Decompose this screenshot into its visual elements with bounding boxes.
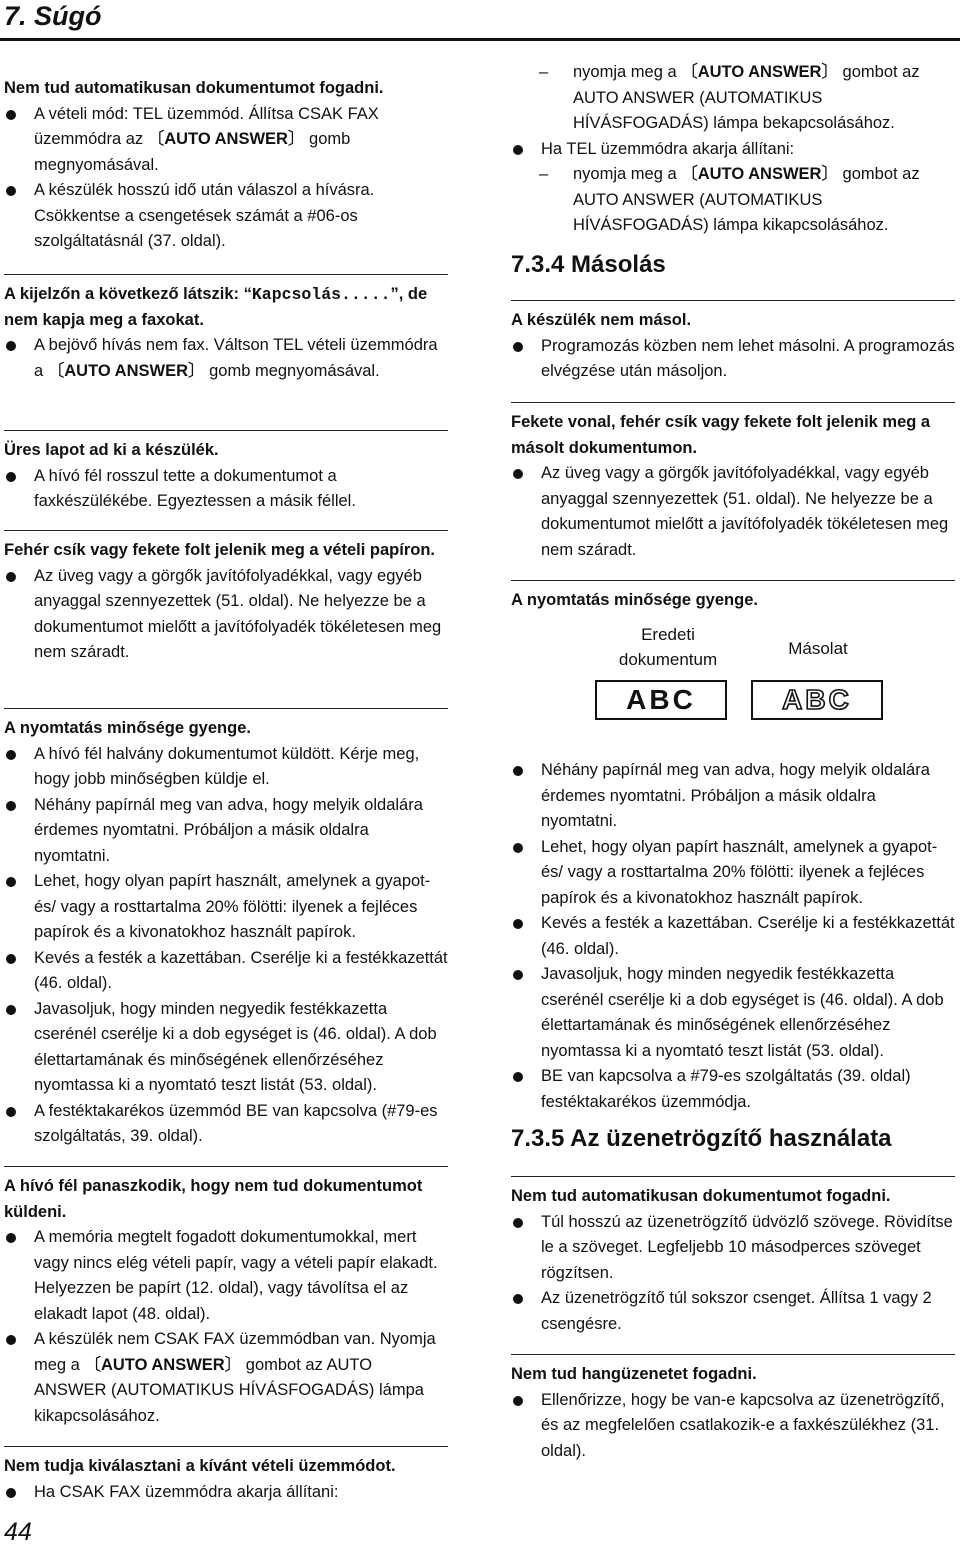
- section-copy-streak: [511, 402, 955, 563]
- bullet-icon: [6, 1233, 16, 1243]
- item-text: A hívó fél halvány dokumentumot küldött. Kérje meg, hogy jobb minőségben küldje el.: [34, 744, 420, 788]
- list-item: [511, 1388, 955, 1465]
- bullet-icon: [6, 954, 16, 964]
- list-item: [4, 464, 448, 515]
- section-title: Nem tud automatikusan dokumentumot fogadni.: [4, 79, 384, 97]
- item-text: Ellenőrizze, hogy be van-e kapcsolva az üzenetrögzítő, és az megfelelően csatlakozik-e a faxkészülékhez (31. oldal).: [541, 1390, 945, 1460]
- list-item: [511, 1210, 955, 1287]
- list-item: [511, 334, 955, 385]
- bullet-icon: [513, 1396, 523, 1406]
- bullet-icon: [513, 145, 523, 155]
- list-item: [4, 1327, 448, 1429]
- bullet-icon: [513, 919, 523, 929]
- section-receive-mode: [4, 1446, 448, 1505]
- item-text: Az üzenetrögzítő túl sokszor csenget. Állítsa 1 vagy 2 csengésre.: [541, 1289, 932, 1333]
- section-blank-page: [4, 430, 448, 515]
- item-text: A készülék nem CSAK FAX üzemmódban van. Nyomja meg a 〔AUTO ANSWER〕 gombot az AUTO ANSWER (AUTOMATIKUS HÍVÁSFOGADÁS) lámpa kikapcsolásához.: [34, 1330, 436, 1425]
- list-item: [4, 1480, 448, 1506]
- display-text: Kapcsolás.....: [251, 285, 391, 304]
- item-text: Néhány papírnál meg van adva, hogy melyik oldalára érdemes nyomtatni. Próbáljon a másik oldalra nyomtatni.: [541, 761, 930, 830]
- page-header: [0, 0, 960, 46]
- item-text: Néhány papírnál meg van adva, hogy melyik oldalára érdemes nyomtatni. Próbáljon a másik oldalra nyomtatni.: [34, 795, 423, 865]
- bullet-icon: [6, 1488, 16, 1498]
- item-text: Az üveg vagy a görgők javítófolyadékkal, vagy egyéb anyaggal szennyezettek (51. oldal). Ne helyezze be a dokumentumot mielőtt a javítófolyadék tökéletesen meg nem száradt.: [34, 566, 442, 661]
- bullet-icon: [6, 877, 16, 887]
- item-text: Javasoljuk, hogy minden negyedik festékkazetta cserénél cserélje ki a dob egységet is (46. oldal). A dob élettartamának és minőségének ellenőrzéséhez nyomtassa ki a nyomtató teszt listát (53. oldal).: [34, 999, 437, 1094]
- item-text: Javasoljuk, hogy minden negyedik festékkazetta cserénél cserélje ki a dob egységet is (46. oldal). A dob élettartamának és minőségének ellenőrzéséhez nyomtassa ki a nyomtató teszt listát (53. oldal).: [541, 965, 944, 1060]
- quality-figure: [593, 622, 893, 722]
- list-item: [4, 564, 448, 666]
- bullet-icon: [6, 801, 16, 811]
- section-auto-receive: [4, 76, 448, 255]
- section-tam-auto-receive: [511, 1176, 955, 1337]
- bullet-icon: [6, 1005, 16, 1015]
- list-item: [4, 333, 448, 384]
- sub-list-item: [511, 162, 955, 239]
- section-rule: [511, 1354, 955, 1355]
- item-text: A vételi mód: TEL üzemmód. Állítsa CSAK FAX üzemmódra az 〔AUTO ANSWER〕 gomb megnyomásával.: [34, 104, 379, 174]
- bullet-icon: [6, 186, 16, 196]
- item-text: BE van kapcsolva a #79-es szolgáltatás (39. oldal) festéktakarékos üzemmódja.: [541, 1067, 911, 1111]
- list-item: [511, 1286, 955, 1337]
- dash-marker: –: [539, 165, 549, 183]
- item-text: nyomja meg a 〔AUTO ANSWER〕 gombot az AUTO ANSWER (AUTOMATIKUS HÍVÁSFOGADÁS) lámpa kikapcsolásához.: [573, 165, 920, 234]
- section-rule: [4, 430, 448, 431]
- key-name: 〔AUTO ANSWER〕: [681, 63, 838, 81]
- list-item: [511, 911, 955, 962]
- bullet-icon: [513, 1072, 523, 1082]
- list-item: [511, 137, 955, 163]
- bullet-icon: [513, 342, 523, 352]
- list-item: [4, 178, 448, 255]
- list-item: [511, 835, 955, 912]
- list-item: [4, 102, 448, 179]
- list-item: [511, 962, 955, 1064]
- list-item: [511, 758, 955, 835]
- item-text: A bejövő hívás nem fax. Váltson TEL vételi üzemmódra a 〔AUTO ANSWER〕 gomb megnyomásával.: [34, 336, 438, 380]
- bullet-icon: [513, 469, 523, 479]
- section-rule: [511, 300, 955, 301]
- section-rule: [511, 402, 955, 403]
- section-title: Üres lapot ad ki a készülék.: [4, 441, 219, 459]
- item-text: Kevés a festék a kazettában. Cserélje ki a festékkazettát (46. oldal).: [541, 914, 955, 958]
- section-title: Nem tud automatikusan dokumentumot fogadni.: [511, 1187, 891, 1205]
- sub-list-item: [511, 60, 955, 137]
- bullet-icon: [6, 572, 16, 582]
- header-rule: [0, 38, 960, 41]
- section-title: A készülék nem másol.: [511, 311, 692, 329]
- list-item: [511, 1064, 955, 1115]
- item-text: nyomja meg a 〔AUTO ANSWER〕 gombot az AUTO ANSWER (AUTOMATIKUS HÍVÁSFOGADÁS) lámpa bekapcsolásához.: [573, 63, 920, 132]
- item-text: A memória megtelt fogadott dokumentumokkal, mert vagy nincs elég vételi papír, vagy a vételi papír elakadt. Helyezzen be papírt (12. oldal), vagy távolítsa el az elakadt lapot (48. oldal).: [34, 1228, 438, 1323]
- bullet-icon: [6, 472, 16, 482]
- dash-marker: –: [539, 63, 549, 81]
- section-display-connecting: [4, 274, 448, 384]
- list-item: [511, 461, 955, 563]
- chapter-title: 7. Súgó: [4, 1, 102, 31]
- section-title: A nyomtatás minősége gyenge.: [4, 719, 251, 737]
- section-no-copy: [511, 300, 955, 385]
- item-text: Az üveg vagy a görgők javítófolyadékkal, vagy egyéb anyaggal szennyezettek (51. oldal). Ne helyezze be a dokumentumot mielőtt a javítófolyadék tökéletesen meg nem száradt.: [541, 464, 949, 559]
- copy-label: Másolat: [788, 639, 848, 658]
- item-text: Ha CSAK FAX üzemmódra akarja állítani:: [34, 1482, 339, 1501]
- section-rule: [4, 1166, 448, 1167]
- bullet-icon: [6, 110, 16, 120]
- list-item: [4, 946, 448, 997]
- list-item: [4, 869, 448, 946]
- section-no-voice-message: [511, 1354, 955, 1464]
- item-text: Ha TEL üzemmódra akarja állítani:: [541, 139, 795, 158]
- original-label: Eredeti dokumentum: [618, 625, 718, 669]
- bullet-icon: [6, 341, 16, 351]
- section-receive-mode-continued: [511, 60, 955, 239]
- bullet-icon: [513, 766, 523, 776]
- bullet-icon: [513, 970, 523, 980]
- key-name: 〔AUTO ANSWER〕: [84, 1355, 242, 1374]
- bullet-icon: [513, 843, 523, 853]
- original-sample: ABC: [595, 680, 727, 720]
- page-number: 44: [4, 1518, 32, 1546]
- item-text: Lehet, hogy olyan papírt használt, amelynek a gyapot- és/ vagy a rosttartalma 20% fölötti: ilyenek a fejléces papírok és a kivonatokhoz használt papírok.: [541, 837, 938, 907]
- list-item: [4, 997, 448, 1099]
- key-name: 〔AUTO ANSWER〕: [47, 361, 205, 380]
- section-title: Fehér csík vagy fekete folt jelenik meg a vételi papíron.: [4, 541, 435, 559]
- section-sender-complains: [4, 1166, 448, 1429]
- copy-sample: ABC: [751, 680, 883, 720]
- section-copy-quality: [511, 580, 955, 614]
- item-text: A készülék hosszú idő után válaszol a hívásra. Csökkentse a csengetések számát a #06-os szolgáltatásnál (37. oldal).: [34, 181, 375, 250]
- section-rule: [4, 708, 448, 709]
- item-text: Programozás közben nem lehet másolni. A programozás elvégzése után másoljon.: [541, 336, 955, 380]
- section-title: A hívó fél panaszkodik, hogy nem tud dokumentumot küldeni.: [4, 1177, 423, 1221]
- item-text: Túl hosszú az üzenetrögzítő üdvözlő szövege. Rövidítse le a szöveget. Legfeljebb 10 másodperces szöveget rögzítsen.: [541, 1212, 953, 1282]
- list-item: [4, 742, 448, 793]
- list-item: [4, 793, 448, 870]
- section-rule: [4, 1446, 448, 1447]
- item-text: Lehet, hogy olyan papírt használt, amelynek a gyapot- és/ vagy a rosttartalma 20% fölötti: ilyenek a fejléces papírok és a kivonatokhoz használt papírok.: [34, 872, 431, 941]
- item-text: Kevés a festék a kazettában. Cserélje ki a festékkazettát (46. oldal).: [34, 948, 448, 992]
- section-rule: [511, 580, 955, 581]
- section-white-streak: [4, 530, 448, 666]
- key-name: 〔AUTO ANSWER〕: [147, 130, 305, 148]
- item-text: A festéktakarékos üzemmód BE van kapcsolva (#79-es szolgáltatás, 39. oldal).: [34, 1101, 438, 1145]
- bullet-icon: [6, 1335, 16, 1345]
- section-title: Nem tud hangüzenetet fogadni.: [511, 1365, 757, 1383]
- list-item: [4, 1225, 448, 1327]
- bullet-icon: [513, 1218, 523, 1228]
- bullet-icon: [513, 1294, 523, 1304]
- section-copy-quality-items: [511, 758, 955, 1115]
- section-rule: [4, 274, 448, 275]
- section-title: A kijelzőn a következő látszik: “Kapcsolás.....”, de nem kapja meg a faxokat.: [4, 285, 428, 329]
- list-item: [4, 1099, 448, 1150]
- section-print-quality: [4, 708, 448, 1150]
- section-title: Fekete vonal, fehér csík vagy fekete folt jelenik meg a másolt dokumentumon.: [511, 413, 931, 457]
- key-name: 〔AUTO ANSWER〕: [681, 165, 838, 183]
- section-title: A nyomtatás minősége gyenge.: [511, 591, 758, 609]
- section-title: Nem tudja kiválasztani a kívánt vételi üzemmódot.: [4, 1457, 396, 1475]
- item-text: A hívó fél rosszul tette a dokumentumot a faxkészülékébe. Egyeztessen a másik féllel.: [34, 466, 356, 510]
- section-rule: [511, 1176, 955, 1177]
- heading-copying: 7.3.4 Másolás: [511, 251, 666, 278]
- bullet-icon: [6, 750, 16, 760]
- heading-answering-machine: 7.3.5 Az üzenetrögzítő használata: [511, 1125, 892, 1152]
- bullet-icon: [6, 1107, 16, 1117]
- section-rule: [4, 530, 448, 531]
